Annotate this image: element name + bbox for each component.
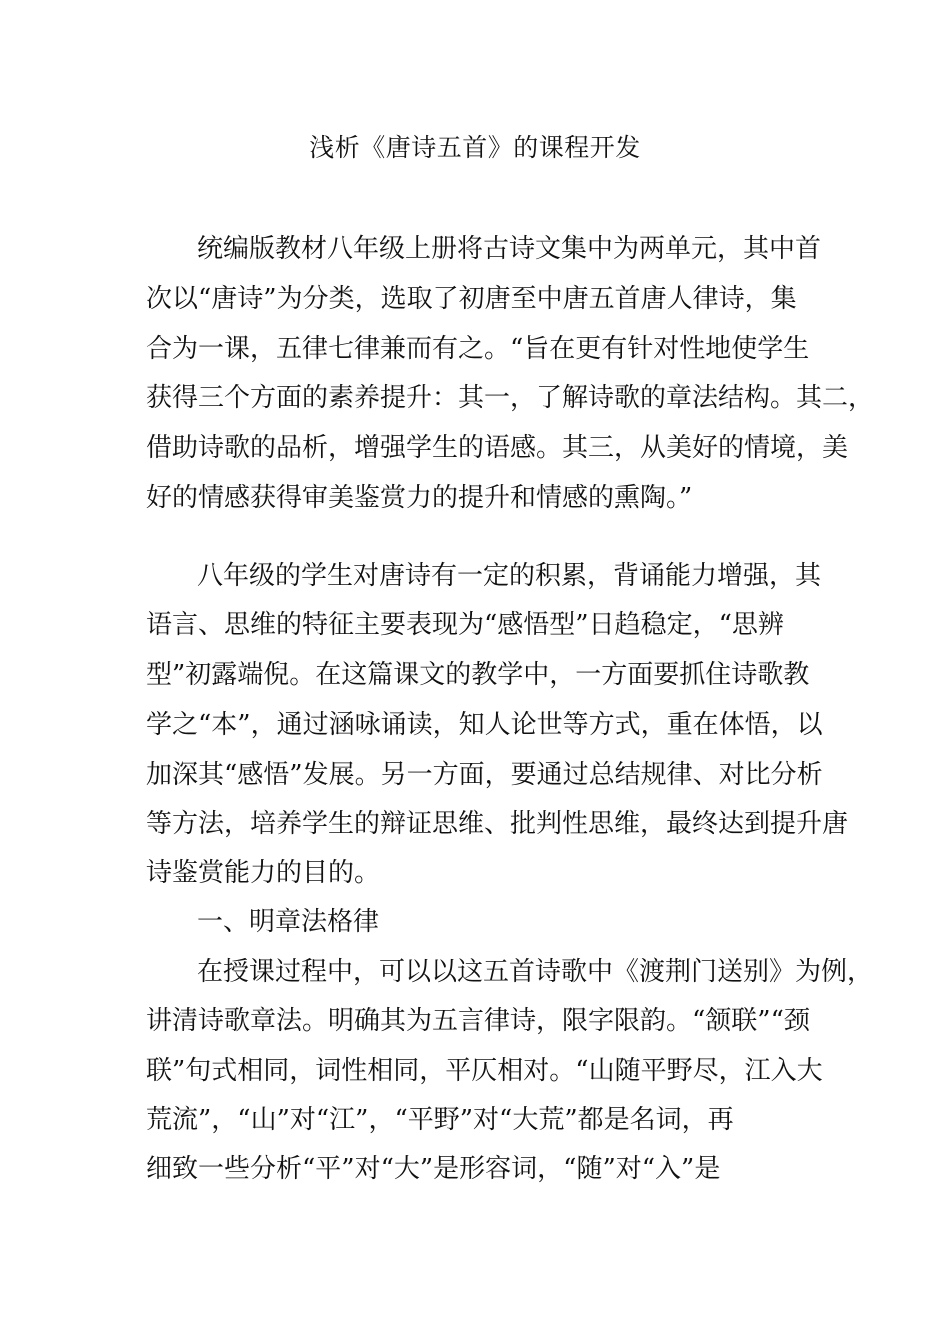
paragraph-3-line-3: 联”句式相同，词性相同，平仄相对。“山随平野尽，江入大 xyxy=(146,1056,823,1086)
paragraph-2-line-7: 诗鉴赏能力的目的。 xyxy=(146,858,381,888)
paragraph-3-line-5: 细致一些分析“平”对“大”是形容词，“随”对“入”是 xyxy=(146,1154,721,1184)
paragraph-2-line-3: 型”初露端倪。在这篇课文的教学中，一方面要抓住诗歌教 xyxy=(146,660,810,690)
paragraph-1-line-2: 次以“唐诗”为分类，选取了初唐至中唐五首唐人律诗，集 xyxy=(146,284,797,314)
paragraph-1-line-5: 借助诗歌的品析，增强学生的语感。其三，从美好的情境，美 xyxy=(146,433,849,463)
document-title: 浅析《唐诗五首》的课程开发 xyxy=(309,133,641,162)
paragraph-2-line-2: 语言、思维的特征主要表现为“感悟型”日趋稳定，“思辨 xyxy=(146,610,784,640)
paragraph-2-line-6: 等方法，培养学生的辩证思维、批判性思维，最终达到提升唐 xyxy=(146,809,849,839)
paragraph-3-line-4: 荒流”，“山”对“江”，“平野”对“大荒”都是名词，再 xyxy=(146,1105,734,1135)
paragraph-2-line-5: 加深其“感悟”发展。另一方面，要通过总结规律、对比分析 xyxy=(146,760,823,790)
paragraph-2-line-1: 八年级的学生对唐诗有一定的积累，背诵能力增强，其 xyxy=(197,561,822,591)
paragraph-3-line-1: 在授课过程中，可以以这五首诗歌中《渡荆门送别》为例， xyxy=(197,957,874,987)
paragraph-2-line-4: 学之“本”，通过涵咏诵读，知人论世等方式，重在体悟，以 xyxy=(146,710,823,740)
section-heading: 一、明章法格律 xyxy=(197,907,380,937)
paragraph-1-line-6: 好的情感获得审美鉴赏力的提升和情感的熏陶。” xyxy=(146,483,693,513)
paragraph-1-line-3: 合为一课，五律七律兼而有之。“旨在更有针对性地使学生 xyxy=(146,334,810,364)
paragraph-3-line-2: 讲清诗歌章法。明确其为五言律诗，限字限韵。“颔联”“颈 xyxy=(146,1006,810,1036)
paragraph-1-line-1: 统编版教材八年级上册将古诗文集中为两单元，其中首 xyxy=(197,234,822,264)
paragraph-1-line-4: 获得三个方面的素养提升：其一，了解诗歌的章法结构。其二， xyxy=(146,383,875,413)
